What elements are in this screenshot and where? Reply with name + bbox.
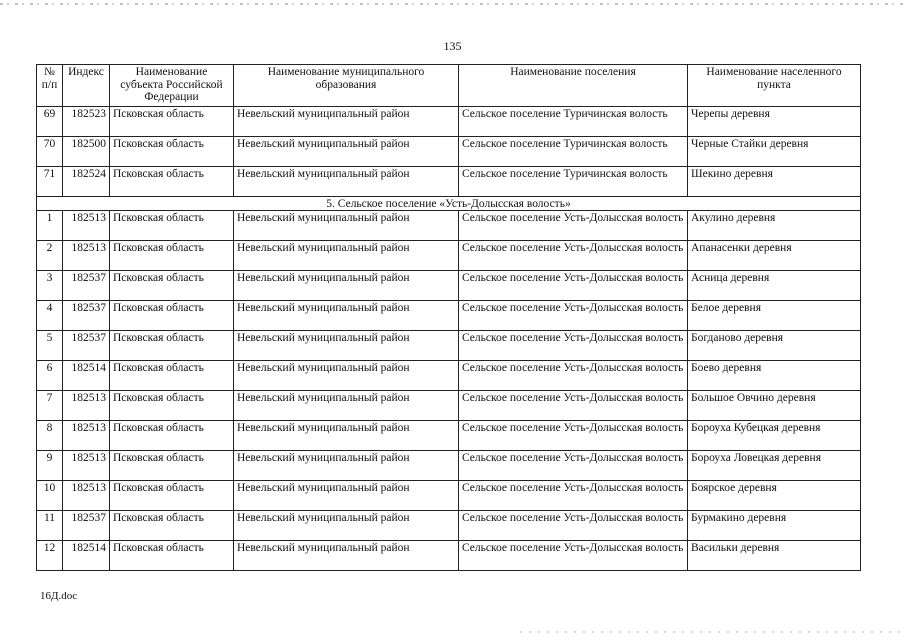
table-row: [37, 421, 861, 451]
cell-subject: Псковская область: [110, 301, 234, 331]
cell-locality: Черные Стайки деревня: [688, 137, 861, 167]
cell-index: 182513: [63, 241, 110, 271]
cell-municipality: Невельский муниципальный район: [234, 391, 459, 421]
cell-subject: Псковская область: [110, 511, 234, 541]
cell-settlement: Сельское поселение Усть-Долысская волость: [459, 481, 688, 511]
cell-settlement: Сельское поселение Усть-Долысская волость: [459, 331, 688, 361]
table-row: [37, 511, 861, 541]
cell-municipality: Невельский муниципальный район: [234, 421, 459, 451]
cell-municipality: Невельский муниципальный район: [234, 541, 459, 571]
cell-settlement: Сельское поселение Усть-Долысская волость: [459, 421, 688, 451]
cell-municipality: Невельский муниципальный район: [234, 167, 459, 197]
cell-subject: Псковская область: [110, 481, 234, 511]
cell-locality: Апанасенки деревня: [688, 241, 861, 271]
cell-subject: Псковская область: [110, 107, 234, 137]
cell-index: 182513: [63, 211, 110, 241]
section-title: 5. Сельское поселение «Усть-Долысская волость»: [37, 197, 861, 211]
cell-municipality: Невельский муниципальный район: [234, 301, 459, 331]
rows-after-section: [37, 211, 861, 571]
cell-locality: Черепы деревня: [688, 107, 861, 137]
table-row: [37, 167, 861, 197]
cell-subject: Псковская область: [110, 211, 234, 241]
cell-settlement: Сельское поселение Усть-Долысская волость: [459, 391, 688, 421]
cell-index: 182513: [63, 481, 110, 511]
settlements-table: [36, 64, 861, 571]
cell-index: 182514: [63, 541, 110, 571]
cell-number: 8: [37, 421, 63, 451]
cell-index: 182537: [63, 271, 110, 301]
cell-municipality: Невельский муниципальный район: [234, 137, 459, 167]
header-index: Индекс: [63, 65, 110, 107]
cell-locality: Белое деревня: [688, 301, 861, 331]
cell-municipality: Невельский муниципальный район: [234, 361, 459, 391]
cell-index: 182513: [63, 451, 110, 481]
cell-subject: Псковская область: [110, 361, 234, 391]
section-heading-group: [37, 197, 861, 211]
table-row: [37, 331, 861, 361]
cell-municipality: Невельский муниципальный район: [234, 211, 459, 241]
table-row: [37, 481, 861, 511]
cell-settlement: Сельское поселение Усть-Долысская волость: [459, 211, 688, 241]
cell-locality: Акулино деревня: [688, 211, 861, 241]
table-row: [37, 107, 861, 137]
cell-number: 71: [37, 167, 63, 197]
cell-locality: Бороуха Кубецкая деревня: [688, 421, 861, 451]
cell-locality: Большое Овчино деревня: [688, 391, 861, 421]
table-row: [37, 361, 861, 391]
cell-locality: Бороуха Ловецкая деревня: [688, 451, 861, 481]
cell-subject: Псковская область: [110, 241, 234, 271]
cell-number: 5: [37, 331, 63, 361]
table-row: [37, 301, 861, 331]
cell-locality: Боярское деревня: [688, 481, 861, 511]
cell-locality: Васильки деревня: [688, 541, 861, 571]
footer-filename: 16Д.doc: [40, 590, 78, 602]
cell-municipality: Невельский муниципальный район: [234, 511, 459, 541]
cell-subject: Псковская область: [110, 137, 234, 167]
cell-settlement: Сельское поселение Усть-Долысская волость: [459, 511, 688, 541]
cell-locality: Асница деревня: [688, 271, 861, 301]
cell-subject: Псковская область: [110, 331, 234, 361]
table-row: [37, 271, 861, 301]
cell-settlement: Сельское поселение Туричинская волость: [459, 167, 688, 197]
table-header-row: [37, 65, 861, 107]
rows-before-section: [37, 107, 861, 197]
cell-settlement: Сельское поселение Усть-Долысская волость: [459, 301, 688, 331]
cell-settlement: Сельское поселение Усть-Долысская волость: [459, 541, 688, 571]
cell-index: 182523: [63, 107, 110, 137]
section-heading-row: [37, 197, 861, 211]
cell-settlement: Сельское поселение Туричинская волость: [459, 107, 688, 137]
cell-index: 182514: [63, 361, 110, 391]
scan-artifact-top: [0, 3, 905, 5]
cell-settlement: Сельское поселение Усть-Долысская волость: [459, 451, 688, 481]
cell-index: 182513: [63, 391, 110, 421]
cell-locality: Богданово деревня: [688, 331, 861, 361]
table-row: [37, 391, 861, 421]
cell-municipality: Невельский муниципальный район: [234, 451, 459, 481]
cell-subject: Псковская область: [110, 421, 234, 451]
cell-subject: Псковская область: [110, 451, 234, 481]
cell-subject: Псковская область: [110, 391, 234, 421]
cell-number: 4: [37, 301, 63, 331]
cell-number: 6: [37, 361, 63, 391]
table-row: [37, 137, 861, 167]
table-row: [37, 241, 861, 271]
cell-number: 70: [37, 137, 63, 167]
cell-index: 182537: [63, 331, 110, 361]
cell-locality: Бурмакино деревня: [688, 511, 861, 541]
page-number: 135: [443, 39, 462, 53]
cell-municipality: Невельский муниципальный район: [234, 271, 459, 301]
table-row: [37, 541, 861, 571]
cell-settlement: Сельское поселение Усть-Долысская волость: [459, 271, 688, 301]
header-municipality: Наименование муниципального образования: [234, 65, 459, 107]
cell-municipality: Невельский муниципальный район: [234, 107, 459, 137]
table-row: [37, 451, 861, 481]
cell-municipality: Невельский муниципальный район: [234, 331, 459, 361]
cell-number: 3: [37, 271, 63, 301]
table-row: [37, 211, 861, 241]
cell-settlement: Сельское поселение Усть-Долысская волость: [459, 241, 688, 271]
cell-index: 182537: [63, 511, 110, 541]
header-number: № п/п: [37, 65, 63, 107]
header-subject: Наименование субъекта Российской Федерации: [110, 65, 234, 107]
header-settlement: Наименование поселения: [459, 65, 688, 107]
scan-artifact-bottom: [520, 631, 905, 633]
cell-number: 1: [37, 211, 63, 241]
cell-municipality: Невельский муниципальный район: [234, 241, 459, 271]
cell-number: 10: [37, 481, 63, 511]
header-locality: Наименование населенного пункта: [688, 65, 861, 107]
cell-settlement: Сельское поселение Усть-Долысская волость: [459, 361, 688, 391]
cell-locality: Шекино деревня: [688, 167, 861, 197]
cell-number: 11: [37, 511, 63, 541]
cell-settlement: Сельское поселение Туричинская волость: [459, 137, 688, 167]
cell-number: 12: [37, 541, 63, 571]
cell-municipality: Невельский муниципальный район: [234, 481, 459, 511]
cell-subject: Псковская область: [110, 541, 234, 571]
cell-number: 2: [37, 241, 63, 271]
cell-number: 69: [37, 107, 63, 137]
cell-index: 182524: [63, 167, 110, 197]
cell-index: 182513: [63, 421, 110, 451]
cell-number: 9: [37, 451, 63, 481]
cell-index: 182500: [63, 137, 110, 167]
cell-number: 7: [37, 391, 63, 421]
cell-index: 182537: [63, 301, 110, 331]
cell-subject: Псковская область: [110, 271, 234, 301]
cell-subject: Псковская область: [110, 167, 234, 197]
cell-locality: Боево деревня: [688, 361, 861, 391]
